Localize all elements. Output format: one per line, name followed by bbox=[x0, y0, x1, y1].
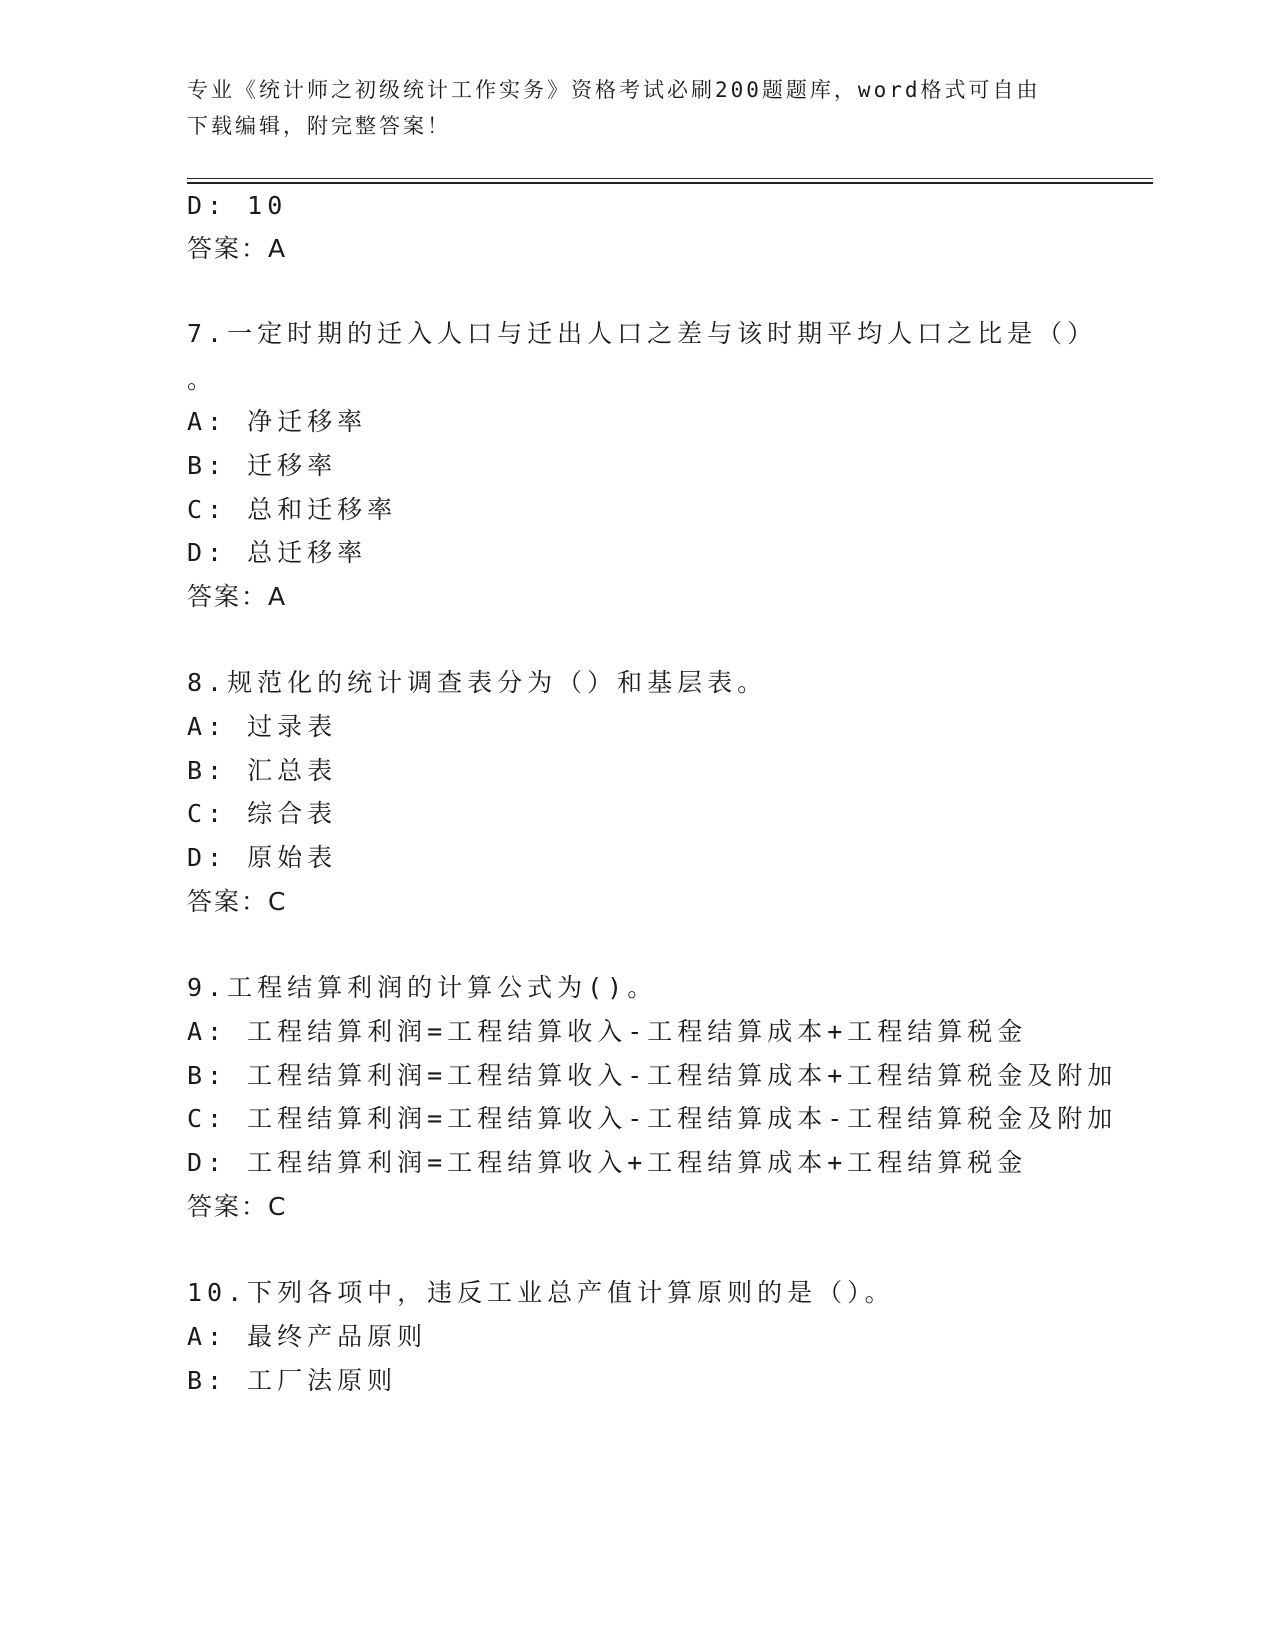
question-7-answer: 答案：A bbox=[187, 582, 288, 611]
question-10-stem: 10.下列各项中，违反工业总产值计算原则的是（）。 bbox=[187, 1278, 895, 1307]
question-7-option-b: B: 迁移率 bbox=[187, 451, 338, 480]
document-header bbox=[187, 72, 1087, 144]
header-line-2: 下载编辑，附完整答案！ bbox=[187, 114, 451, 138]
question-9-option-a: A: 工程结算利润=工程结算收入-工程结算成本+工程结算税金 bbox=[187, 1017, 1028, 1046]
question-7-stem-cont: 。 bbox=[187, 365, 218, 394]
question-9-option-c: C: 工程结算利润=工程结算收入-工程结算成本-工程结算税金及附加 bbox=[187, 1104, 1118, 1133]
question-8-option-b: B: 汇总表 bbox=[187, 756, 338, 785]
header-divider-thick bbox=[187, 182, 1153, 184]
question-8-option-d: D: 原始表 bbox=[187, 843, 338, 872]
header-line-1: 专业《统计师之初级统计工作实务》资格考试必刷200题题库，word格式可自由 bbox=[187, 78, 1041, 102]
question-9-option-b: B: 工程结算利润=工程结算收入-工程结算成本+工程结算税金及附加 bbox=[187, 1061, 1118, 1090]
header-divider-thin bbox=[187, 178, 1153, 179]
prev-question-option-d: D: 10 bbox=[187, 191, 288, 220]
prev-question-answer: 答案：A bbox=[187, 234, 288, 263]
question-7-stem: 7.一定时期的迁入人口与迁出人口之差与该时期平均人口之比是（） bbox=[187, 319, 1098, 348]
question-10-option-b: B: 工厂法原则 bbox=[187, 1366, 398, 1395]
question-7-option-c: C: 总和迁移率 bbox=[187, 495, 398, 524]
question-9-option-d: D: 工程结算利润=工程结算收入+工程结算成本+工程结算税金 bbox=[187, 1148, 1028, 1177]
question-9-answer: 答案：C bbox=[187, 1192, 288, 1221]
question-7-option-d: D: 总迁移率 bbox=[187, 538, 368, 567]
question-8-option-a: A: 过录表 bbox=[187, 712, 338, 741]
question-8-option-c: C: 综合表 bbox=[187, 799, 338, 828]
question-8-answer: 答案：C bbox=[187, 887, 288, 916]
question-7-option-a: A: 净迁移率 bbox=[187, 407, 368, 436]
question-9-stem: 9.工程结算利润的计算公式为()。 bbox=[187, 973, 658, 1002]
question-8-stem: 8.规范化的统计调查表分为（）和基层表。 bbox=[187, 668, 768, 697]
question-10-option-a: A: 最终产品原则 bbox=[187, 1322, 428, 1351]
